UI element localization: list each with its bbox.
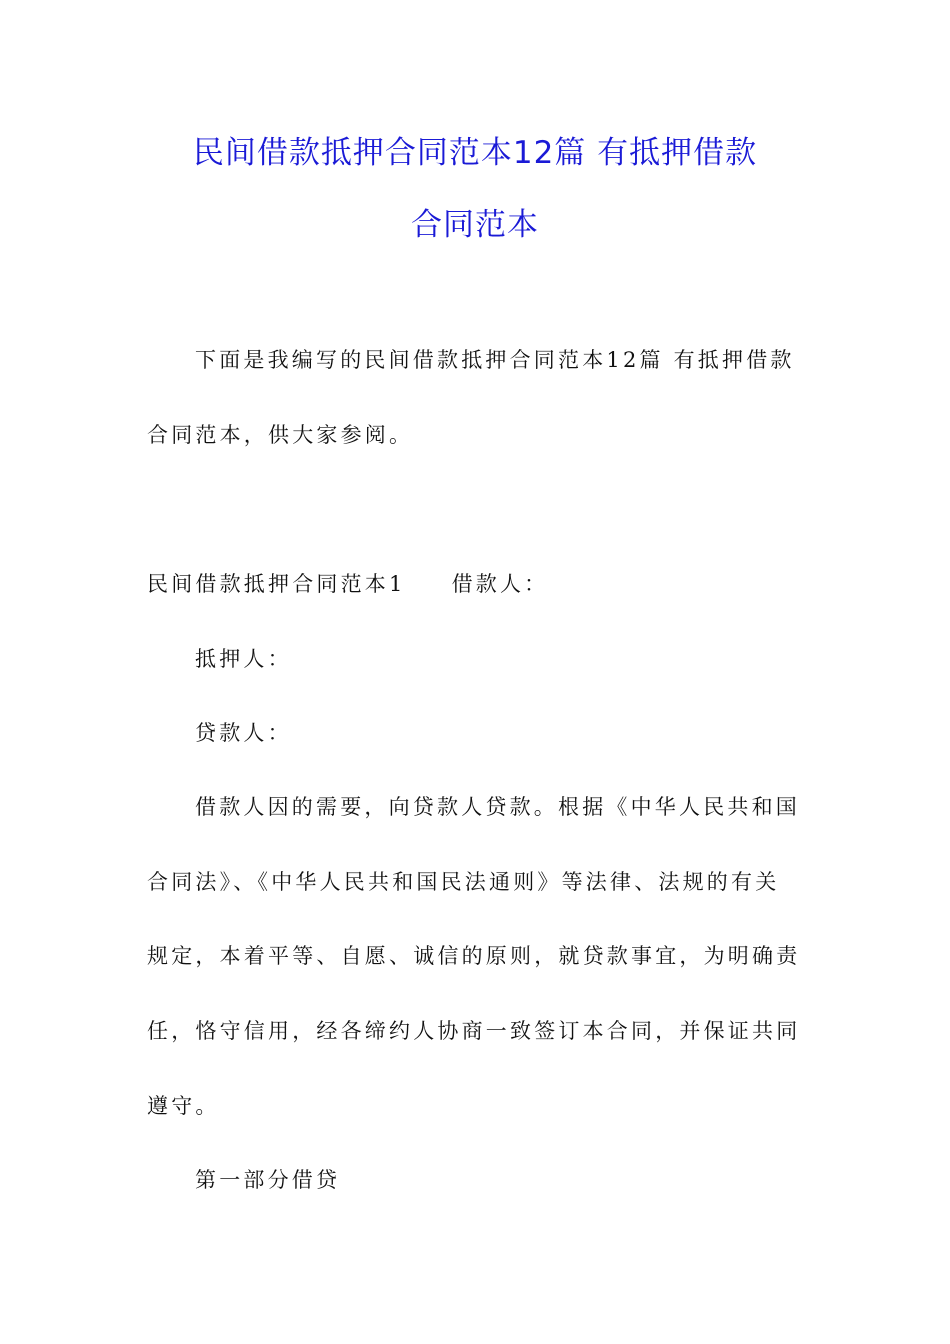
section-heading: 民间借款抵押合同范本1 [147, 572, 406, 596]
section-heading-row [147, 570, 548, 598]
body-line-3: 规定，本着平等、自愿、诚信的原则，就贷款事宜，为明确责 [147, 944, 801, 968]
body-line-1: 借款人因的需要，向贷款人贷款。根据《中华人民共和国 [195, 795, 800, 819]
intro-paragraph-line-2: 合同范本，供大家参阅。 [147, 423, 414, 447]
lender-label: 贷款人： [195, 721, 292, 745]
part-heading: 第一部分借贷 [195, 1168, 341, 1192]
borrower-label: 借款人： [451, 572, 549, 596]
document-title-line-1: 民间借款抵押合同范本12篇 有抵押借款 [192, 135, 758, 171]
body-line-4: 任，恪守信用，经各缔约人协商一致签订本合同，并保证共同 [147, 1019, 801, 1043]
body-line-5: 遵守。 [147, 1094, 220, 1118]
body-line-2: 合同法》、《中华人民共和国民法通则》等法律、法规的有关 [147, 870, 780, 894]
document-title-line-2: 合同范本 [411, 207, 539, 243]
intro-paragraph-line-1: 下面是我编写的民间借款抵押合同范本12篇 有抵押借款 [195, 348, 795, 372]
mortgagor-label: 抵押人： [195, 647, 292, 671]
